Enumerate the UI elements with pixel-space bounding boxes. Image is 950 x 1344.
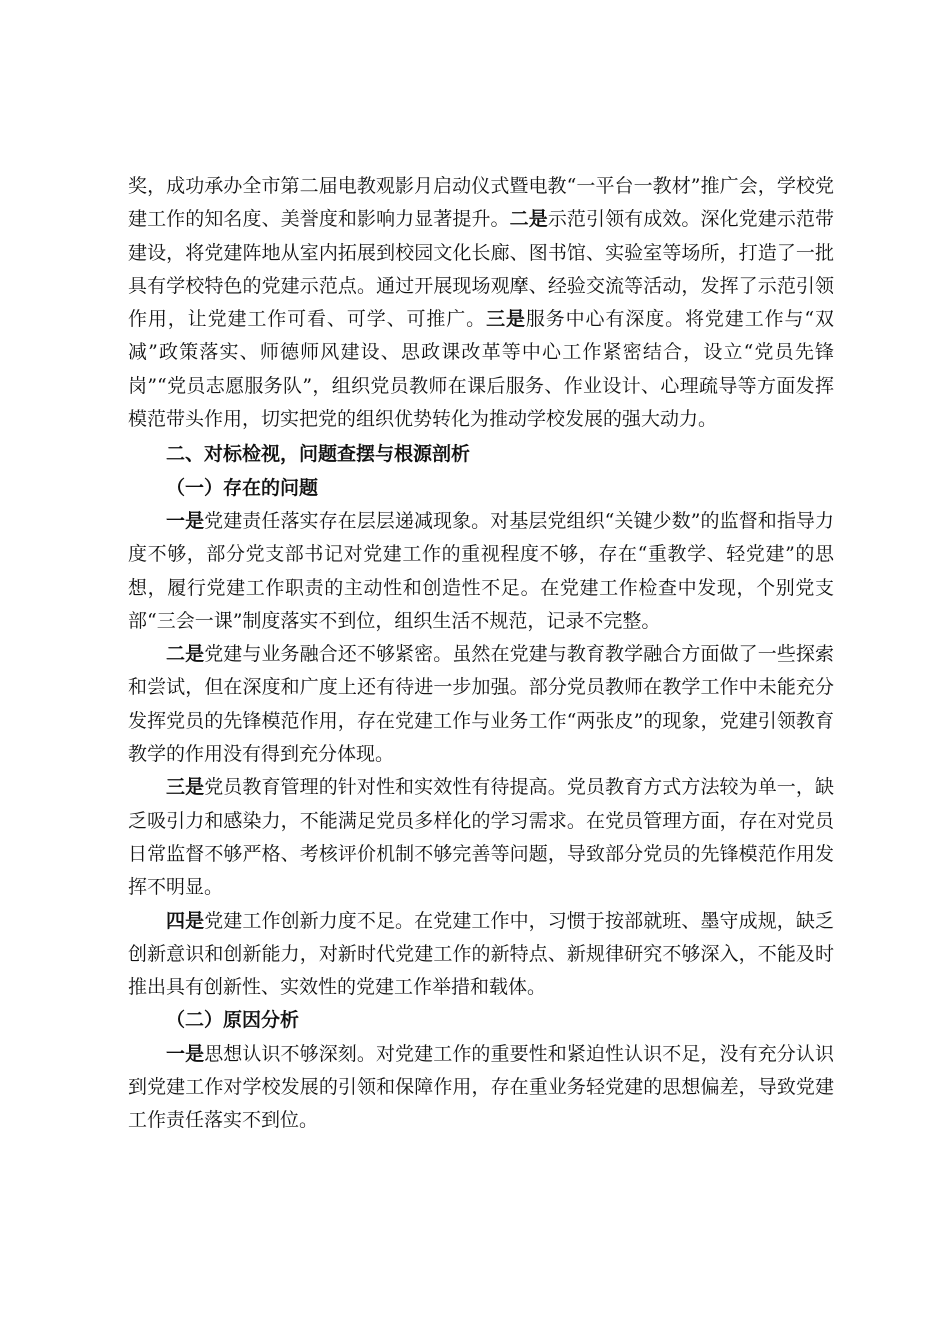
subsection-heading-problems: （一）存在的问题 [166, 476, 319, 499]
paragraph-text: 党员教育管理的针对性和实效性有待提高。党员教育方式方法较为单一，缺乏吸引力和感染力，不能满足党员多样化的学习需求。在党员管理方面，存在对党员日常监督不够严格、考核评价机制不够完善等问题，导致部分党员的先锋模范作用发挥不明显。 [128, 776, 834, 899]
problem-paragraph [128, 905, 834, 1005]
document-body [128, 170, 834, 1138]
section-heading: 二、对标检视，问题查摆与根源剖析 [166, 443, 471, 466]
paragraph-lead: 一是 [166, 509, 205, 532]
paragraph-text: 党建工作创新力度不足。在党建工作中，习惯于按部就班、墨守成规，缺乏创新意识和创新能力，对新时代党建工作的新特点、新规律研究不够深入，不能及时推出具有创新性、实效性的党建工作举措和载体。 [128, 909, 834, 999]
paragraph-lead: 一是 [166, 1042, 205, 1065]
paragraph-lead: 三是 [486, 308, 526, 331]
problem-paragraph [128, 638, 834, 771]
paragraph-lead: 二是 [166, 643, 205, 666]
problem-paragraph [128, 771, 834, 904]
subsection-heading-causes: （二）原因分析 [166, 1009, 300, 1032]
paragraph-lead: 四是 [166, 909, 205, 932]
paragraph-achievements [128, 170, 834, 436]
paragraph-text: 服务中心有深度。将党建工作与“双减”政策落实、师德师风建设、思政课改革等中心工作紧密结合，设立“党员先锋岗”“党员志愿服务队”，组织党员教师在课后服务、作业设计、心理疏导等方面发挥模范带头作用，切实把党的组织优势转化为推动学校发展的强大动力。 [128, 308, 834, 431]
paragraph-lead: 二是 [509, 208, 548, 231]
paragraph-text: 思想认识不够深刻。对党建工作的重要性和紧迫性认识不足，没有充分认识到党建工作对学校发展的引领和保障作用，存在重业务轻党建的思想偏差，导致党建工作责任落实不到位。 [128, 1042, 834, 1132]
paragraph-text: 奖，成功承办全市第二届电教观影月启动仪式暨电教“一平台一教材”推广会，学校党建工作的知名度、美誉度和影响力显著提升。 [128, 175, 834, 231]
problem-paragraph [128, 505, 834, 638]
paragraph-lead: 三是 [166, 776, 205, 799]
cause-paragraph [128, 1038, 834, 1138]
paragraph-text: 党建与业务融合还不够紧密。虽然在党建与教育教学融合方面做了一些探索和尝试，但在深度和广度上还有待进一步加强。部分党员教师在教学工作中未能充分发挥党员的先锋模范作用，存在党建工作与业务工作“两张皮”的现象，党建引领教育教学的作用没有得到充分体现。 [128, 643, 834, 766]
paragraph-text: 示范引领有成效。深化党建示范带建设，将党建阵地从室内拓展到校园文化长廊、图书馆、实验室等场所，打造了一批具有学校特色的党建示范点。通过开展现场观摩、经验交流等活动，发挥了示范引领作用，让党建工作可看、可学、可推广。 [128, 208, 834, 331]
paragraph-text: 党建责任落实存在层层递减现象。对基层党组织“关键少数”的监督和指导力度不够，部分党支部书记对党建工作的重视程度不够，存在“重教学、轻党建”的思想，履行党建工作职责的主动性和创造性不足。在党建工作检查中发现，个别党支部“三会一课”制度落实不到位，组织生活不规范，记录不完整。 [128, 509, 834, 632]
